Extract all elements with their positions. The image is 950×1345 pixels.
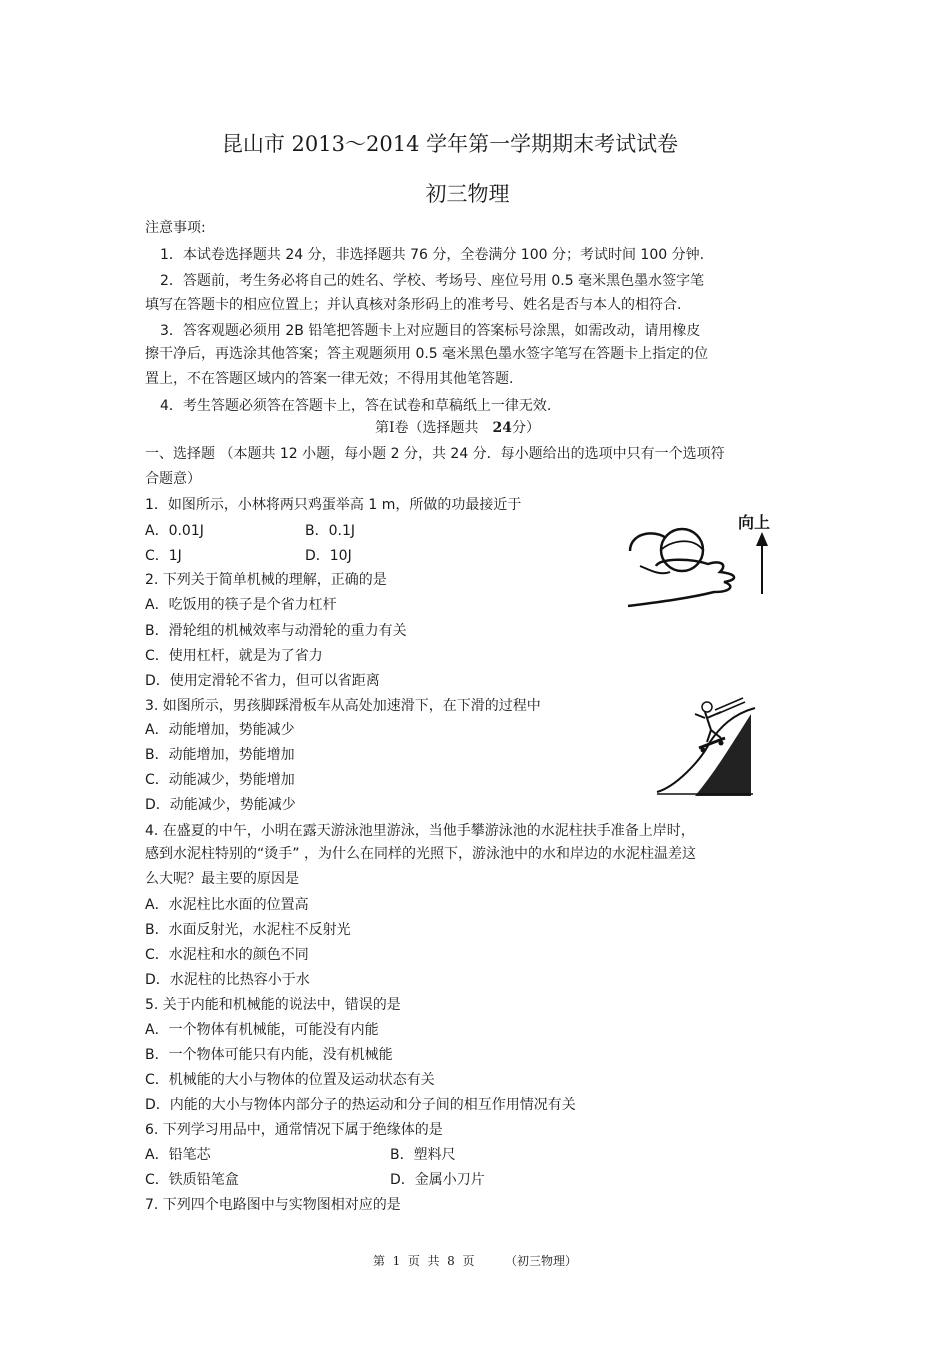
question-5-option-c: C．机械能的大小与物体的位置及运动状态有关: [145, 1072, 435, 1088]
question-4-line-c: 么大呢？最主要的原因是: [145, 871, 299, 887]
question-6-option-b: B．塑料尺: [390, 1147, 456, 1163]
question-3-option-c: C．动能减少，势能增加: [145, 772, 295, 788]
question-2-option-d: D．使用定滑轮不省力，但可以省距离: [145, 673, 380, 689]
notice-item-4: 4．考生答题必须答在答题卡上，答在试卷和草稿纸上一律无效.: [160, 398, 552, 414]
question-4-line-a: 4. 在盛夏的中午，小明在露天游泳池里游泳，当他手攀游泳池的水泥柱扶手准备上岸时，: [145, 823, 695, 839]
question-1-option-d: D．10J: [305, 548, 352, 564]
question-4-option-c: C．水泥柱和水的颜色不同: [145, 947, 309, 963]
question-3: 3. 如图所示，男孩脚踩滑板车从高处加速滑下，在下滑的过程中: [145, 698, 541, 714]
question-7: 7. 下列四个电路图中与实物图相对应的是: [145, 1197, 401, 1213]
notice-item-3c: 置上，不在答题区域内的答案一律无效；不得用其他笔答题.: [145, 371, 514, 387]
question-5: 5. 关于内能和机械能的说法中，错误的是: [145, 997, 401, 1013]
question-1-option-b: B．0.1J: [305, 523, 355, 539]
figure-up-label: 向上: [738, 513, 771, 532]
question-4-option-b: B．水面反射光，水泥柱不反射光: [145, 922, 351, 938]
question-6-option-a: A．铅笔芯: [145, 1147, 211, 1163]
question-2-option-a: A．吃饭用的筷子是个省力杠杆: [145, 597, 337, 613]
notice-heading: 注意事项:: [145, 220, 206, 236]
eggs-in-hand-drawing: [620, 506, 790, 616]
question-2: 2. 下列关于简单机械的理解，正确的是: [145, 572, 387, 588]
exam-subtitle: 初三物理: [425, 182, 510, 206]
section-intro-a: 一、选择题 （本题共 12 小题，每小题 2 分，共 24 分．每小题给出的选项中只有一个选项符: [145, 446, 725, 462]
exam-title: 昆山市 2013～2014 学年第一学期期末考试试卷: [221, 132, 679, 156]
question-4-option-d: D．水泥柱的比热容小于水: [145, 972, 310, 988]
question-6-option-d: D．金属小刀片: [390, 1172, 485, 1188]
question-4-option-a: A．水泥柱比水面的位置高: [145, 897, 309, 913]
notice-item-3b: 擦干净后，再选涂其他答案；答主观题须用 0.5 毫米黑色墨水签字笔写在答题卡上指定的位: [145, 346, 709, 362]
question-1: 1．如图所示，小林将两只鸡蛋举高 1 m，所做的功最接近于: [145, 497, 522, 513]
question-1-option-a: A．0.01J: [145, 523, 204, 539]
question-5-option-b: B．一个物体可能只有内能，没有机械能: [145, 1047, 393, 1063]
notice-item-2a: 2．答题前，考生务必将自己的姓名、学校、考场号、座位号用 0.5 毫米黑色墨水签字笔: [160, 273, 705, 289]
question-5-option-a: A．一个物体有机械能，可能没有内能: [145, 1022, 379, 1038]
page-footer: 第 1 页 共 8 页 （初三物理）: [373, 1254, 577, 1268]
question-5-option-d: D．内能的大小与物体内部分子的热运动和分子间的相互作用情况有关: [145, 1097, 576, 1113]
section-title-end: 分）: [512, 420, 541, 436]
section-score: 24: [492, 420, 513, 436]
question-2-option-c: C．使用杠杆，就是为了省力: [145, 648, 323, 664]
question-3-option-a: A．动能增加，势能减少: [145, 722, 295, 738]
question-1-option-c: C．1J: [145, 548, 182, 564]
notice-item-2b: 填写在答题卡的相应位置上；并认真核对条形码上的准考号、姓名是否与本人的相符合.: [145, 297, 682, 313]
question-4-line-b: 感到水泥柱特别的“烫手” ，为什么在同样的光照下，游泳池中的水和岸边的水泥柱温差这: [145, 846, 696, 862]
skateboard-slope-figure: [655, 692, 765, 802]
question-6: 6. 下列学习用品中，通常情况下属于绝缘体的是: [145, 1122, 443, 1138]
notice-item-3a: 3．答客观题必须用 2B 铅笔把答题卡上对应题目的答案标号涂黑，如需改动，请用橡皮: [160, 323, 701, 339]
section-title: [375, 419, 540, 437]
section-intro-b: 合题意）: [145, 471, 201, 487]
notice-item-1: 1．本试卷选择题共 24 分，非选择题共 76 分，全卷满分 100 分；考试时间 100 分钟.: [160, 247, 705, 263]
skateboard-slope-drawing: [655, 692, 765, 802]
question-6-option-c: C．铁质铅笔盒: [145, 1172, 239, 1188]
section-title-text: 第Ⅰ卷（选择题共: [375, 420, 479, 436]
question-3-option-b: B．动能增加，势能增加: [145, 747, 295, 763]
question-2-option-b: B．滑轮组的机械效率与动滑轮的重力有关: [145, 623, 407, 639]
question-3-option-d: D．动能减少，势能减少: [145, 797, 296, 813]
eggs-in-hand-figure: [620, 506, 790, 616]
